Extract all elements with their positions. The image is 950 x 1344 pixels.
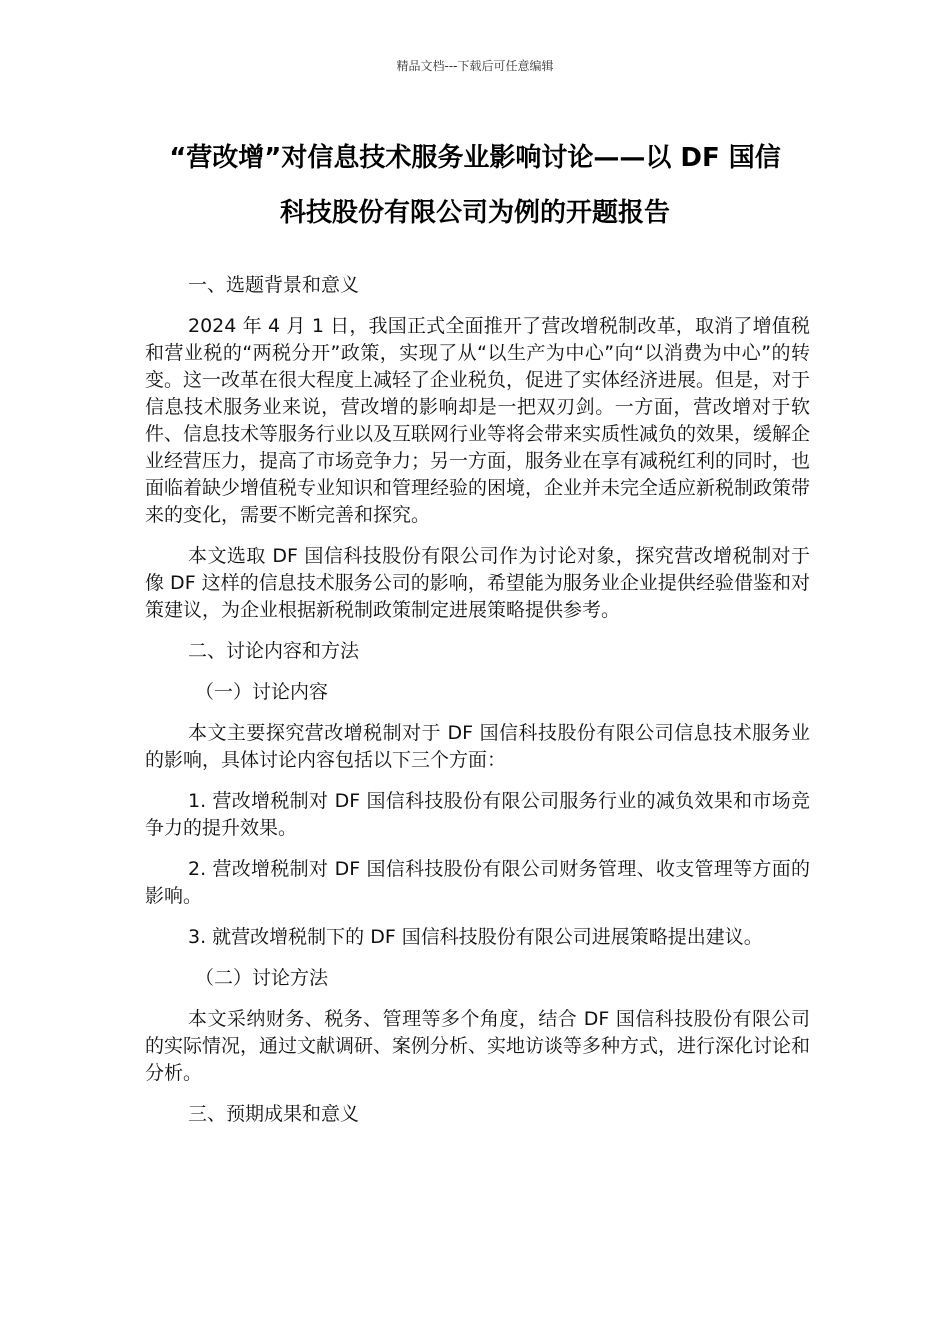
- paragraph-method: 本文采纳财务、税务、管理等多个角度，结合 DF 国信科技股份有限公司的实际情况，通过文献调研、案例分析、实地访谈等多种方式，进行深化讨论和分析。: [145, 1008, 811, 1084]
- section-heading-1: 一、选题背景和意义: [188, 274, 360, 296]
- page-header: 精品文档---下载后可任意编辑: [396, 59, 554, 73]
- list-item-3: 3. 就营改增税制下的 DF 国信科技股份有限公司进展策略提出建议。: [188, 926, 763, 948]
- document-title: [110, 131, 840, 241]
- document-body: [145, 272, 810, 1142]
- list-item-2: 2. 营改增税制对 DF 国信科技股份有限公司财务管理、收支管理等方面的影响。: [145, 858, 810, 907]
- list-item-1: 1. 营改增税制对 DF 国信科技股份有限公司服务行业的减负效果和市场竞争力的提升效果。: [145, 790, 810, 839]
- subsection-heading-method: （二）讨论方法: [195, 967, 329, 989]
- title-line-1: “营改增”对信息技术服务业影响讨论——以 DF 国信: [169, 143, 781, 173]
- section-heading-3: 三、预期成果和意义: [188, 1103, 360, 1125]
- title-line-2: 科技股份有限公司为例的开题报告: [279, 198, 670, 228]
- paragraph-background: 2024 年 4 月 1 日，我国正式全面推开了营改增税制改革，取消了增值税和营业税的“两税分开”政策，实现了从“以生产为中心”向“以消费为中心”的转变。这一改革在很大程度上减轻了企业税负，促进了实体经济进展。但是，对于信息技术服务业来说，营改增的影响却是一把双刃剑。一方面，营改增对于软件、信息技术等服务行业以及互联网行业等将会带来实质性减负的效果，缓解企业经营压力，提高了市场竞争力；另一方面，服务业在享有减税红利的同时，也面临着缺少增值税专业知识和管理经验的困境，企业并未完全适应新税制政策带来的变化，需要不断完善和探究。: [145, 315, 811, 526]
- section-heading-2: 二、讨论内容和方法: [188, 640, 360, 662]
- paragraph-purpose: 本文选取 DF 国信科技股份有限公司作为讨论对象，探究营改增税制对于像 DF 这样的信息技术服务公司的影响，希望能为服务业企业提供经验借鉴和对策建议，为企业根据新税制政策制定进展策略提供参考。: [145, 545, 810, 621]
- subsection-heading-content: （一）讨论内容: [195, 681, 329, 703]
- paragraph-content-intro: 本文主要探究营改增税制对于 DF 国信科技股份有限公司信息技术服务业的影响，具体讨论内容包括以下三个方面：: [145, 722, 810, 771]
